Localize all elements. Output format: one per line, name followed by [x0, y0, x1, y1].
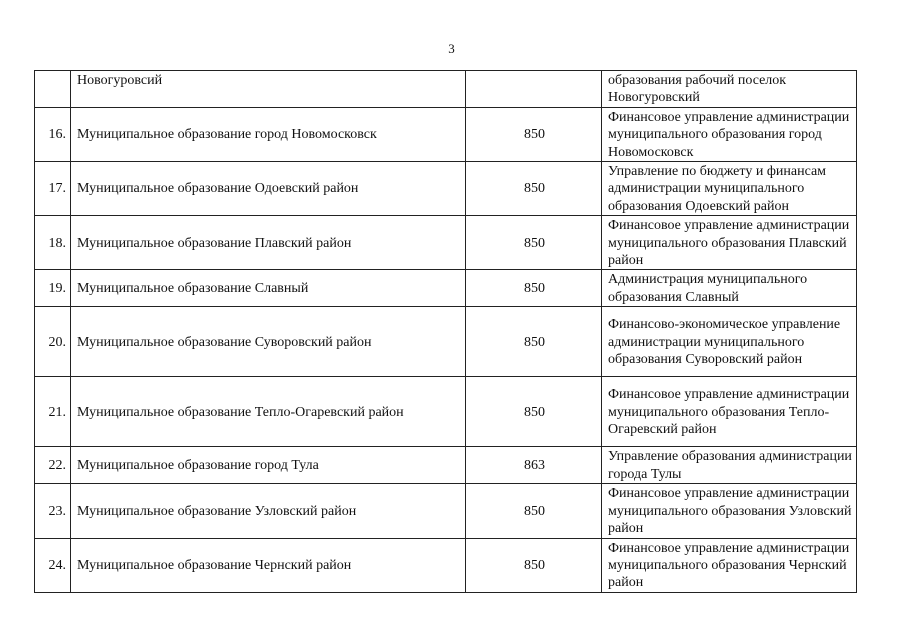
row-number: 24. [35, 538, 71, 592]
administrator-org: Управление по бюджету и финансам администрации муниципального образования Одоевский район [602, 162, 857, 216]
municipality-name: Муниципальное образование город Тула [71, 447, 466, 484]
budget-code: 850 [466, 216, 602, 270]
page-number: 3 [448, 41, 455, 56]
table-row [35, 270, 857, 307]
municipality-name: Муниципальное образование Суворовский район [71, 307, 466, 377]
row-number: 18. [35, 216, 71, 270]
row-number: 19. [35, 270, 71, 307]
administrator-org: Финансовое управление администрации муниципального образования Плавский район [602, 216, 857, 270]
table-row [35, 447, 857, 484]
table-row [35, 307, 857, 377]
table-row [35, 216, 857, 270]
budget-code: 850 [466, 270, 602, 307]
row-number [35, 71, 71, 108]
table-row [35, 162, 857, 216]
municipality-name: Муниципальное образование Узловский район [71, 484, 466, 538]
budget-code: 863 [466, 447, 602, 484]
row-number: 16. [35, 107, 71, 161]
municipality-name: Муниципальное образование Славный [71, 270, 466, 307]
municipality-name: Муниципальное образование Плавский район [71, 216, 466, 270]
municipality-name: Муниципальное образование Одоевский район [71, 162, 466, 216]
administrator-org: Финансовое управление администрации муниципального образования Узловский район [602, 484, 857, 538]
administrator-org: Финансовое управление администрации муниципального образования город Новомосковск [602, 107, 857, 161]
table-row [35, 538, 857, 592]
administrator-org: Финансовое управление администрации муниципального образования Чернский район [602, 538, 857, 592]
administrator-org: образования рабочий поселок Новогуровский [602, 71, 857, 108]
table-row [35, 107, 857, 161]
budget-code: 850 [466, 538, 602, 592]
municipality-name: Муниципальное образование Чернский район [71, 538, 466, 592]
administrator-org: Финансово-экономическое управление администрации муниципального образования Суворовский район [602, 307, 857, 377]
administrator-org: Управление образования администрации города Тулы [602, 447, 857, 484]
table-row [35, 377, 857, 447]
budget-code: 850 [466, 377, 602, 447]
allocation-table [34, 70, 857, 593]
budget-code: 850 [466, 484, 602, 538]
row-number: 17. [35, 162, 71, 216]
row-number: 21. [35, 377, 71, 447]
table-row [35, 484, 857, 538]
municipality-name: Новогуровсий [71, 71, 466, 108]
municipality-name: Муниципальное образование Тепло-Огаревский район [71, 377, 466, 447]
budget-code: 850 [466, 107, 602, 161]
budget-code: 850 [466, 162, 602, 216]
row-number: 23. [35, 484, 71, 538]
budget-code [466, 71, 602, 108]
row-number: 22. [35, 447, 71, 484]
administrator-org: Финансовое управление администрации муниципального образования Тепло-Огаревский район [602, 377, 857, 447]
table-row [35, 71, 857, 108]
row-number: 20. [35, 307, 71, 377]
budget-code: 850 [466, 307, 602, 377]
administrator-org: Администрация муниципального образования Славный [602, 270, 857, 307]
municipality-name: Муниципальное образование город Новомосковск [71, 107, 466, 161]
